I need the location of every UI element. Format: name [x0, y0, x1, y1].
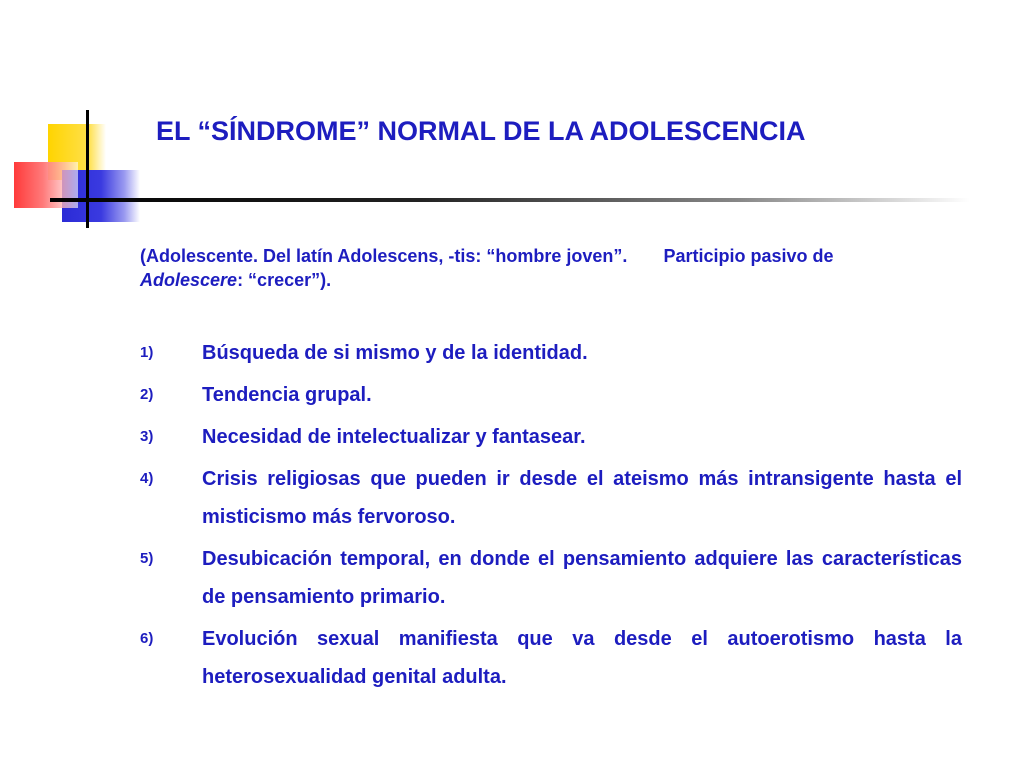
list-item: [140, 620, 962, 696]
vertical-rule: [86, 110, 89, 228]
slide-title: EL “SÍNDROME” NORMAL DE LA ADOLESCENCIA: [156, 116, 806, 146]
list-item: [140, 460, 962, 536]
list-item: [140, 418, 962, 456]
list-item-number: 3): [140, 428, 154, 445]
list-item-text: Desubicación temporal, en donde el pensamiento adquiere las características de pensamiento primario.: [202, 548, 962, 608]
decorative-squares-logo: [0, 0, 160, 240]
list-item-number: 1): [140, 344, 154, 361]
list-item-text: Búsqueda de si mismo y de la identidad.: [202, 342, 588, 364]
list-item: [140, 334, 962, 372]
etymology-note: [140, 244, 910, 292]
etymology-italic-word: Adolescere: [140, 270, 238, 290]
list-item-text: Necesidad de intelectualizar y fantasear.: [202, 426, 586, 448]
list-item-text: Evolución sexual manifiesta que va desde el autoerotismo hasta la heterosexualidad genital adulta.: [202, 628, 962, 688]
list-item-number: 2): [140, 386, 154, 403]
list-item: [140, 376, 962, 414]
etymology-part-3: : “crecer”).: [237, 270, 332, 290]
list-item-text: Crisis religiosas que pueden ir desde el ateismo más intransigente hasta el misticismo más fervoroso.: [202, 468, 962, 528]
list-item-number: 4): [140, 470, 154, 487]
etymology-part-1: (Adolescente. Del latín Adolescens, -tis: “hombre joven”.: [140, 246, 628, 266]
list-item-number: 6): [140, 630, 154, 647]
characteristics-list: [140, 334, 962, 700]
list-item: [140, 540, 962, 616]
title-underline-rule: [50, 198, 970, 202]
list-item-number: 5): [140, 550, 154, 567]
etymology-part-2: Participio pasivo de: [663, 246, 834, 266]
list-item-text: Tendencia grupal.: [202, 384, 372, 406]
